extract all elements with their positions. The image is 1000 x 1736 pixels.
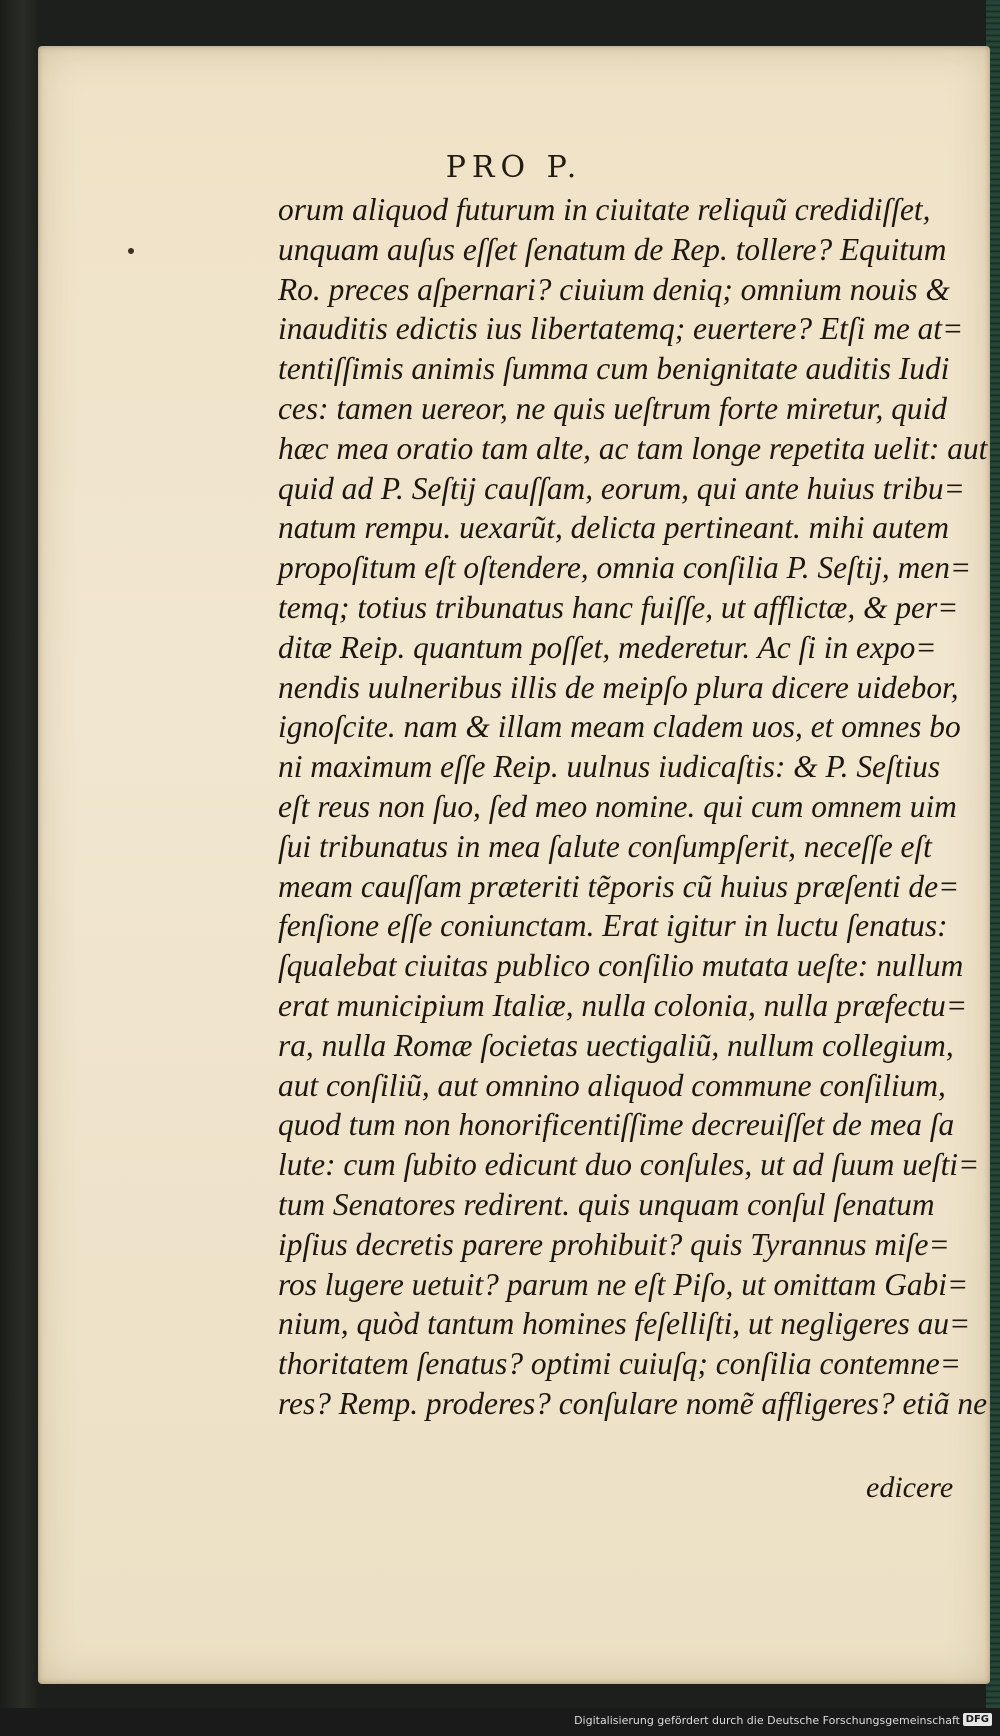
text-line: nium, quòd tantum homines feſelliſti, ut negligeres au= xyxy=(278,1306,971,1342)
text-line: natum rempu. uexarũt, delicta pertineant. mihi autem xyxy=(278,510,950,546)
book-page xyxy=(38,46,990,1684)
text-line: aut conſiliũ, aut omnino aliquod commune conſilium, xyxy=(278,1067,946,1103)
text-line: ipſius decretis parere prohibuit? quis Tyrannus miſe= xyxy=(278,1226,950,1262)
text-line: unquam auſus eſſet ſenatum de Rep. tollere? Equitum xyxy=(278,231,947,267)
footer-credit: Digitalisierung gefördert durch die Deutsche Forschungsgemeinschaft xyxy=(574,1714,960,1727)
text-line: ni maximum eſſe Reip. uulnus iudicaſtis: & P. Seſtius xyxy=(278,749,941,785)
text-line: fenſione eſſe coniunctam. Erat igitur in luctu ſenatus: xyxy=(278,908,948,944)
text-line: ditæ Reip. quantum poſſet, mederetur. Ac ſi in expo= xyxy=(278,629,937,665)
text-line: temq; totius tribunatus hanc fuiſſe, ut afflictæ, & per= xyxy=(278,589,959,625)
text-line: ignoſcite. nam & illam meam cladem uos, et omnes bo xyxy=(278,709,961,745)
text-line: ces: tamen uereor, ne quis ueſtrum forte miretur, quid xyxy=(278,390,947,426)
text-line: ſui tribunatus in mea ſalute conſumpſerit, neceſſe eſt xyxy=(278,828,932,864)
text-line: thoritatem ſenatus? optimi cuiuſq; conſilia contemne= xyxy=(278,1346,961,1382)
text-line: erat municipium Italiæ, nulla colonia, nulla præfectu= xyxy=(278,987,968,1023)
text-line: quod tum non honorificentiſſime decreuiſſet de mea ſa xyxy=(278,1107,955,1143)
text-line: orum aliquod futurum in ciuitate reliquũ credidiſſet, xyxy=(278,192,931,227)
text-line: eſt reus non ſuo, ſed meo nomine. qui cum omnem uim xyxy=(278,788,957,824)
text-block xyxy=(278,190,988,1424)
text-line: Ro. preces aſpernari? ciuium deniq; omnium nouis & xyxy=(278,271,950,307)
ink-spot xyxy=(128,248,134,254)
dfg-logo: DFG xyxy=(963,1713,992,1726)
book-binding xyxy=(0,0,38,1736)
text-line: nendis uulneribus illis de meipſo plura dicere uidebor, xyxy=(278,669,959,705)
text-line: res? Remp. proderes? conſulare nomẽ affligeres? etiã ne xyxy=(278,1385,988,1421)
text-line: ſqualebat ciuitas publico conſilio mutata ueſte: nullum xyxy=(278,948,964,984)
running-head: PRO P. xyxy=(445,150,583,185)
text-line: meam cauſſam præteriti tẽporis cũ huius præſenti de= xyxy=(278,868,960,904)
catchword: edicere xyxy=(866,1471,954,1504)
text-line: propoſitum eſt oſtendere, omnia conſilia P. Seſtij, men= xyxy=(278,550,972,586)
text-line: inauditis edictis ius libertatemq; euertere? Etſi me at= xyxy=(278,311,964,347)
footer-bar xyxy=(0,1708,1000,1736)
text-line: ra, nulla Romæ ſocietas uectigaliũ, nullum collegium, xyxy=(278,1027,954,1063)
text-line: hæc mea oratio tam alte, ac tam longe repetita uelit: aut xyxy=(278,430,988,466)
text-line: ros lugere uetuit? parum ne eſt Piſo, ut omittam Gabi= xyxy=(278,1266,969,1302)
text-line: tum Senatores redirent. quis unquam conſul ſenatum xyxy=(278,1186,935,1222)
text-line: lute: cum ſubito edicunt duo conſules, ut ad ſuum ueſti= xyxy=(278,1147,980,1183)
text-line: quid ad P. Seſtij cauſſam, eorum, qui ante huius tribu= xyxy=(278,470,965,506)
text-line: tentiſſimis animis ſumma cum benignitate auditis Iudi xyxy=(278,351,950,387)
